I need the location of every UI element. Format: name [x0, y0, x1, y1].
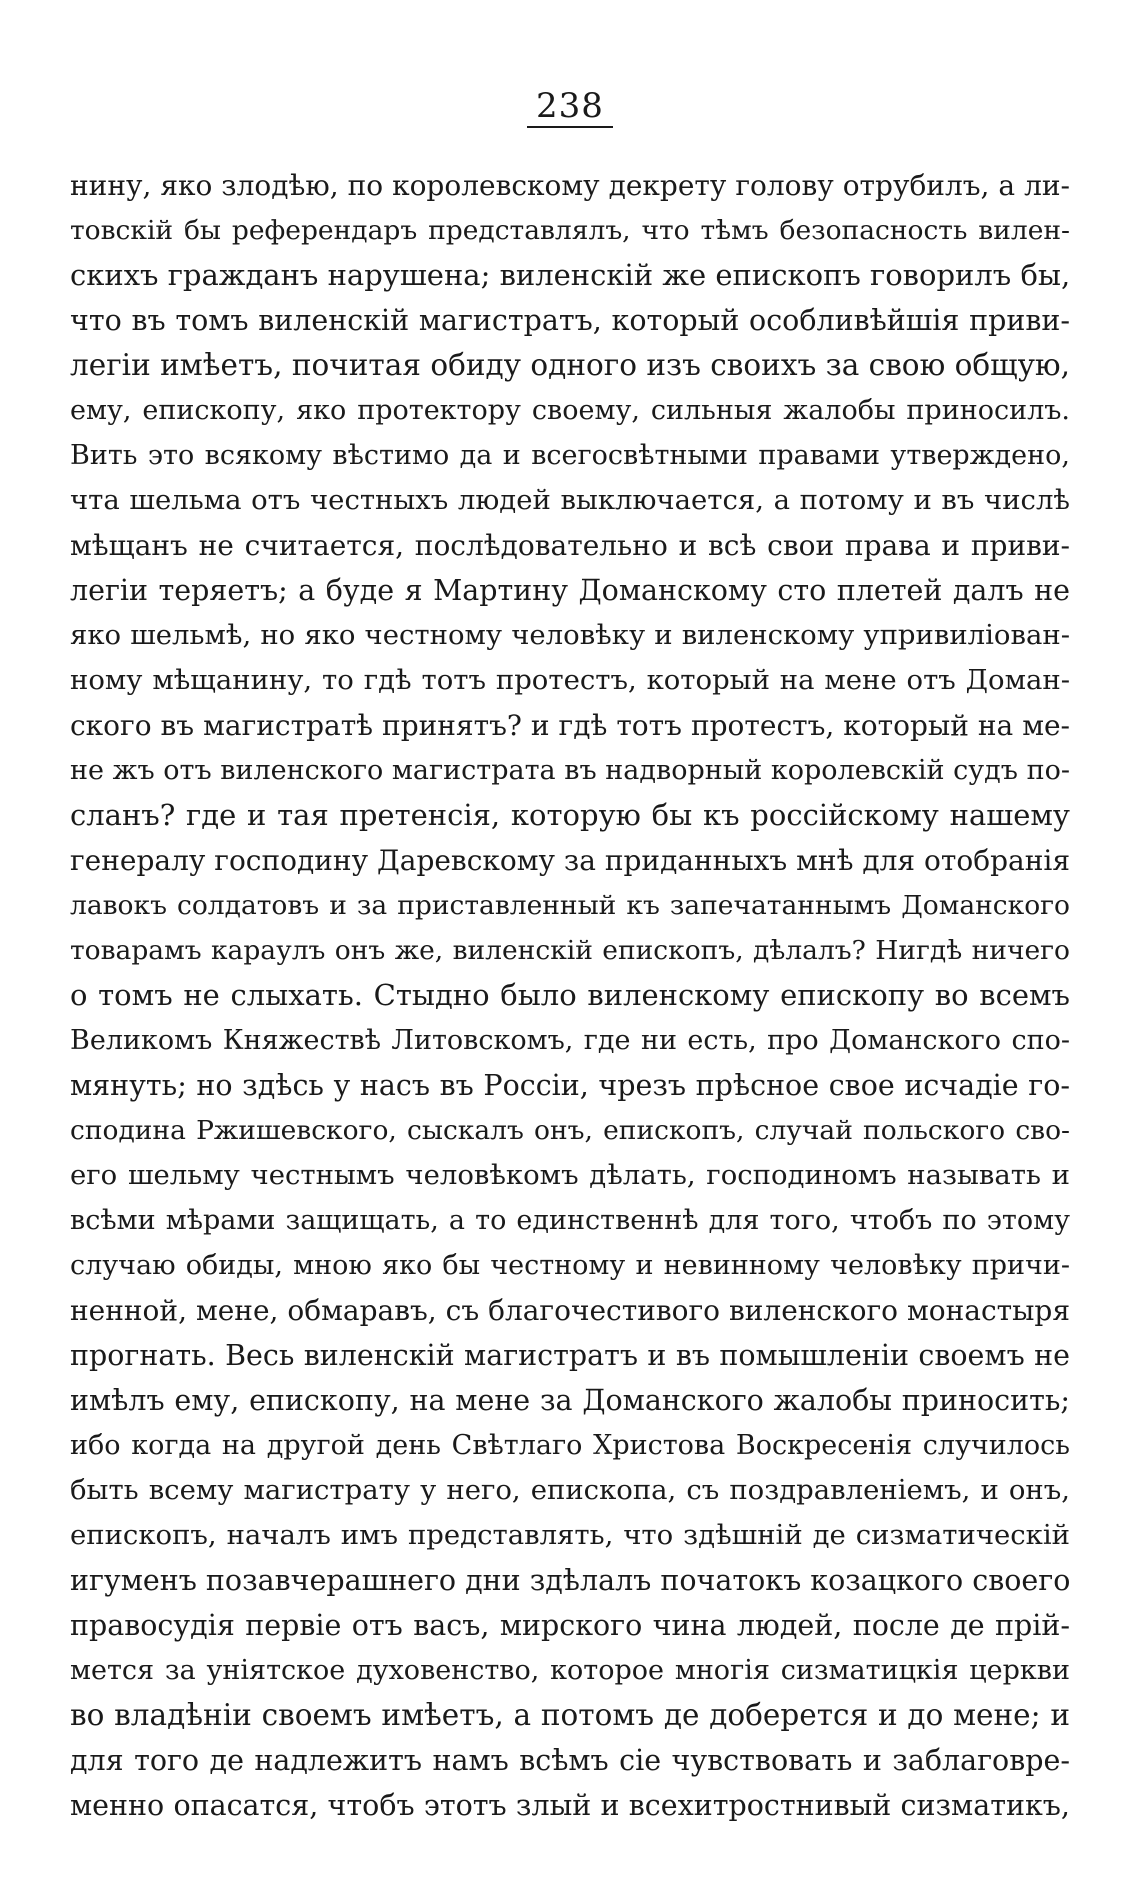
text-line: ского въ магистратѣ принятъ? и гдѣ тотъ протестъ, который на ме-: [70, 709, 1070, 742]
text-line: легіи имѣетъ, почитая обиду одного изъ своихъ за свою общую,: [70, 348, 1070, 382]
text-line: яко шельмѣ, но яко честному человѣку и виленскому упривиліован-: [70, 619, 1070, 651]
text-line: быть всему магистрату у него, епископа, съ поздравленіемъ, и онъ,: [70, 1474, 1070, 1506]
text-line: случаю обиды, мною яко бы честному и невинному человѣку причи-: [70, 1250, 1070, 1281]
page-number-rule: [527, 126, 613, 128]
text-line: Вить это всякому вѣстимо да и всегосвѣтными правами утверждено,: [70, 440, 1070, 471]
text-line: сланъ? где и тая претенсія, которую бы къ россійскому нашему: [70, 798, 1070, 832]
text-line: всѣми мѣрами защищать, а то единственнѣ для того, чтобъ по этому: [70, 1205, 1070, 1236]
text-line: для того де надлежитъ намъ всѣмъ сіе чувствовать и заблаговре-: [70, 1744, 1070, 1777]
text-line: Великомъ Княжествѣ Литовскомъ, где ни есть, про Доманского спо-: [70, 1025, 1070, 1056]
text-line: имѣлъ ему, епископу, на мене за Доманского жалобы приносить;: [70, 1384, 1070, 1417]
text-line: мѣщанъ не считается, послѣдовательно и всѣ свои права и приви-: [70, 529, 1070, 562]
text-line: ному мѣщанину, то гдѣ тотъ протестъ, который на мене отъ Доман-: [70, 664, 1070, 696]
page-number: 238: [536, 86, 604, 126]
text-line: ему, епископу, яко протектору своему, сильныя жалобы приносилъ.: [70, 395, 1070, 426]
text-line: генералу господину Даревскому за приданныхъ мнѣ для отобранія: [70, 844, 1070, 877]
text-line: что въ томъ виленскій магистратъ, который особливѣйшія приви-: [70, 304, 1070, 337]
text-line: товарамъ караулъ онъ же, виленскій епископъ, дѣлалъ? Нигдѣ ничего: [70, 935, 1070, 966]
text-line: игуменъ позавчерашнего дни здѣлалъ початокъ козацкого своего: [70, 1564, 1070, 1597]
text-line: мянуть; но здѣсь у насъ въ Россіи, чрезъ прѣсное свое исчадіе го-: [70, 1069, 1070, 1102]
text-line: епископъ, началъ имъ представлять, что здѣшній де сизматическій: [70, 1519, 1070, 1551]
text-line: не жъ отъ виленского магистрата въ надворный королевскій судъ по-: [70, 755, 1070, 786]
text-line: о томъ не слыхать. Стыдно было виленскому епископу во всемъ: [70, 978, 1070, 1012]
text-line: ибо когда на другой день Свѣтлаго Христова Воскресенія случилось: [70, 1430, 1070, 1461]
text-line: чта шельма отъ честныхъ людей выключается, а потому и въ числѣ: [70, 484, 1070, 516]
text-line: мется за уніятское духовенство, которое многія сизматицкія церкви: [70, 1655, 1070, 1686]
text-line: правосудія первіе отъ васъ, мирского чина людей, после де прій-: [70, 1609, 1070, 1642]
text-line: во владѣніи своемъ имѣетъ, а потомъ де доберется и до мене; и: [70, 1698, 1070, 1732]
text-line: легіи теряетъ; а буде я Мартину Доманскому сто плетей далъ не: [70, 574, 1070, 607]
text-line: нину, яко злодѣю, по королевскому декрету голову отрубилъ, а ли-: [70, 169, 1070, 202]
text-line: лавокъ солдатовъ и за приставленный къ запечатаннымъ Доманского: [70, 890, 1070, 921]
text-line: скихъ гражданъ нарушена; виленскій же епископъ говорилъ бы,: [70, 258, 1070, 292]
text-line: ненной, мене, обмаравъ, съ благочестивого виленского монастыря: [70, 1294, 1070, 1327]
text-line: сподина Ржишевского, сыскалъ онъ, епископъ, случай польского сво-: [70, 1115, 1070, 1146]
body-text: [70, 163, 1070, 1828]
text-line: товскій бы референдаръ представлялъ, что тѣмъ безопасность вилен-: [70, 215, 1070, 246]
text-line: прогнать. Весь виленскій магистратъ и въ помышленіи своемъ не: [70, 1339, 1070, 1372]
text-line: менно опасатся, чтобъ этотъ злый и всехитростнивый сизматикъ,: [70, 1789, 1070, 1822]
text-line: его шельму честнымъ человѣкомъ дѣлать, господиномъ называть и: [70, 1159, 1070, 1191]
